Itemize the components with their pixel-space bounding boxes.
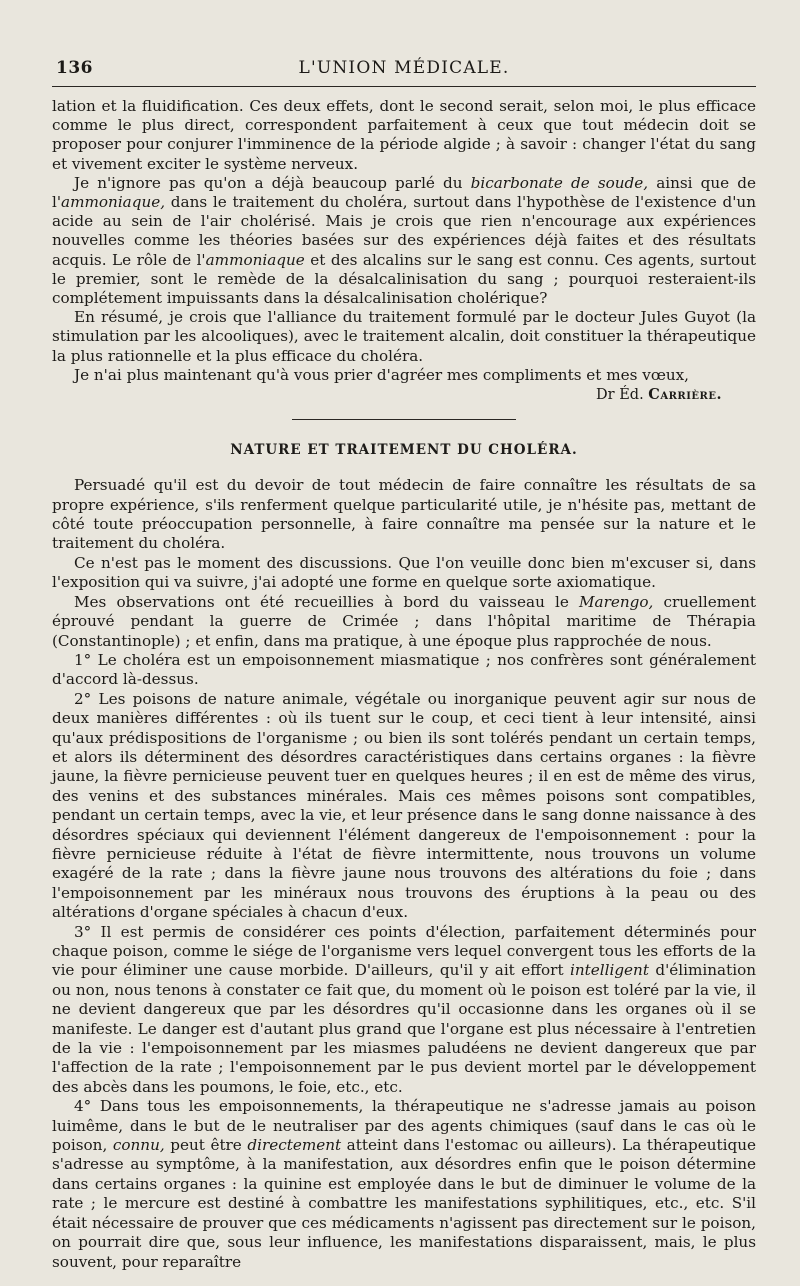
paragraph: Ce n'est pas le moment des discussions. Que l'on veuille donc bien m'excuser si, dans l'exposition qui va suivre, j'ai adopté une forme en quelque sorte axiomatique. <box>52 553 756 592</box>
paragraph: 4° Dans tous les empoisonnements, la thérapeutique ne s'adresse jamais au poison luimême, dans le but de le neutraliser par des agents chimiques (sauf dans le cas où le poison, connu, peut être directement atteint dans l'estomac ou ailleurs). La thérapeutique s'adresse au symptôme, à la manifestation, aux désordres enfin que le poison détermine dans certains organes : la quinine est employée dans le but de diminuer le volume de la rate ; le mercure est destiné à combattre les manifestations syphilitiques, etc., etc. S'il était nécessaire de prouver que ces médicaments n'agissent pas directement sur le poison, on pourrait dire que, sous leur influence, les manifestations disparaissent, mais, le plus souvent, pour reparaître <box>52 1097 756 1271</box>
article-body <box>52 476 756 1272</box>
paragraph: Mes observations ont été recueillies à bord du vaisseau le Marengo, cruellement éprouvé pendant la guerre de Crimée ; dans l'hôpital maritime de Thérapia (Constantinople) ; et enfin, dans ma pratique, à une époque plus rapprochée de nous. <box>52 592 756 650</box>
paragraph: 3° Il est permis de considérer ces points d'élection, parfaitement déterminés pour chaque poison, comme le siége de l'organisme vers lequel convergent tous les efforts de la vie pour éliminer une cause morbide. D'ailleurs, qu'il y ait effort intelligent d'élimination ou non, nous tenons à constater ce fait que, du moment où le poison est toléré par la vie, il ne devient dangereux que par les désordres qu'il occasionne dans les organes où il se manifeste. Le danger est d'autant plus grand que l'organe est plus nécessaire à l'entretien de la vie : l'empoisonnement par les miasmes paludéens ne devient dangereux que par l'affection de la rate ; l'empoisonnement par le pus devient mortel par le développement des abcès dans les poumons, le foie, etc., etc. <box>52 922 756 1096</box>
paragraph: Persuadé qu'il est du devoir de tout médecin de faire connaître les résultats de sa propre expérience, s'ils renferment quelque particularité utile, je n'hésite pas, mettant de côté toute préoccupation personnelle, à faire connaître ma pensée sur la nature et le traitement du choléra. <box>52 476 756 553</box>
page-number: 136 <box>56 58 93 78</box>
paragraph: Je n'ignore pas qu'on a déjà beaucoup parlé du bicarbonate de soude, ainsi que de l'ammoniaque, dans le traitement du choléra, surtout dans l'hypothèse de l'existence d'un acide au sein de l'air cholérisé. Mais je crois que rien n'encourage aux expériences nouvelles comme les théories basées sur des expériences déjà faites et des résultats acquis. Le rôle de l'ammoniaque et des alcalins sur le sang est connu. Ces agents, surtout le premier, sont le remède de la désalcalinisation du sang ; pourquoi resteraient-ils complétement impuissants dans la désalcalinisation cholérique? <box>52 173 757 308</box>
signature-name: Carrière. <box>648 386 722 404</box>
running-title: L'UNION MÉDICALE. <box>298 58 510 78</box>
page-header <box>52 52 756 82</box>
paragraph: 1° Le choléra est un empoisonnement miasmatique ; nos confrères sont généralement d'accord là-dessus. <box>52 650 756 689</box>
paragraph: 2° Les poisons de nature animale, végétale ou inorganique peuvent agir sur nous de deux manières différentes : où ils tuent sur le coup, et ceci tient à leur intensité, ainsi qu'aux prédispositions de l'organisme ; ou bien ils sont tolérés pendant un certain temps, et alors ils déterminent des désordres caractéristiques dans certains organes : la fièvre jaune, la fièvre pernicieuse peuvent tuer en quelques heures ; il en est de même des virus, des venins et des substances minérales. Mais ces mêmes poisons sont compatibles, pendant un certain temps, avec la vie, et leur présence dans le sang donne naissance à des désordres spéciaux qui deviennent l'élément dangereux de l'empoisonnement : pour la fièvre pernicieuse réduite à l'état de fièvre intermittente, nous trouvons un volume exagéré de la rate ; dans la fièvre jaune nous trouvons des altérations du foie ; dans l'empoisonnement par les minéraux nous trouvons des éruptions à la peau ou des altérations d'organe spéciales à chacun d'eux. <box>52 689 756 922</box>
signature <box>52 385 756 405</box>
header-rule <box>52 86 756 87</box>
paragraph: En résumé, je crois que l'alliance du traitement formulé par le docteur Jules Guyot (la stimulation par les alcooliques), avec le traitement alcalin, doit constituer la thérapeutique la plus rationnelle et la plus efficace du choléra. <box>52 308 756 365</box>
section-title: NATURE ET TRAITEMENT DU CHOLÉRA. <box>230 442 578 459</box>
signature-title: Dr Éd. <box>596 387 644 404</box>
section-divider <box>292 419 516 420</box>
paragraph: lation et la fluidification. Ces deux effets, dont le second serait, selon moi, le plus efficace comme le plus direct, correspondent parfaitement à ceux que tout médecin doit se proposer pour conjurer l'imminence de la période algide ; à savoir : changer l'état du sang et vivement exciter le système nerveux. <box>52 97 756 173</box>
letter-conclusion <box>52 97 756 405</box>
paragraph: Je n'ai plus maintenant qu'à vous prier d'agréer mes compliments et mes vœux, <box>74 365 690 384</box>
